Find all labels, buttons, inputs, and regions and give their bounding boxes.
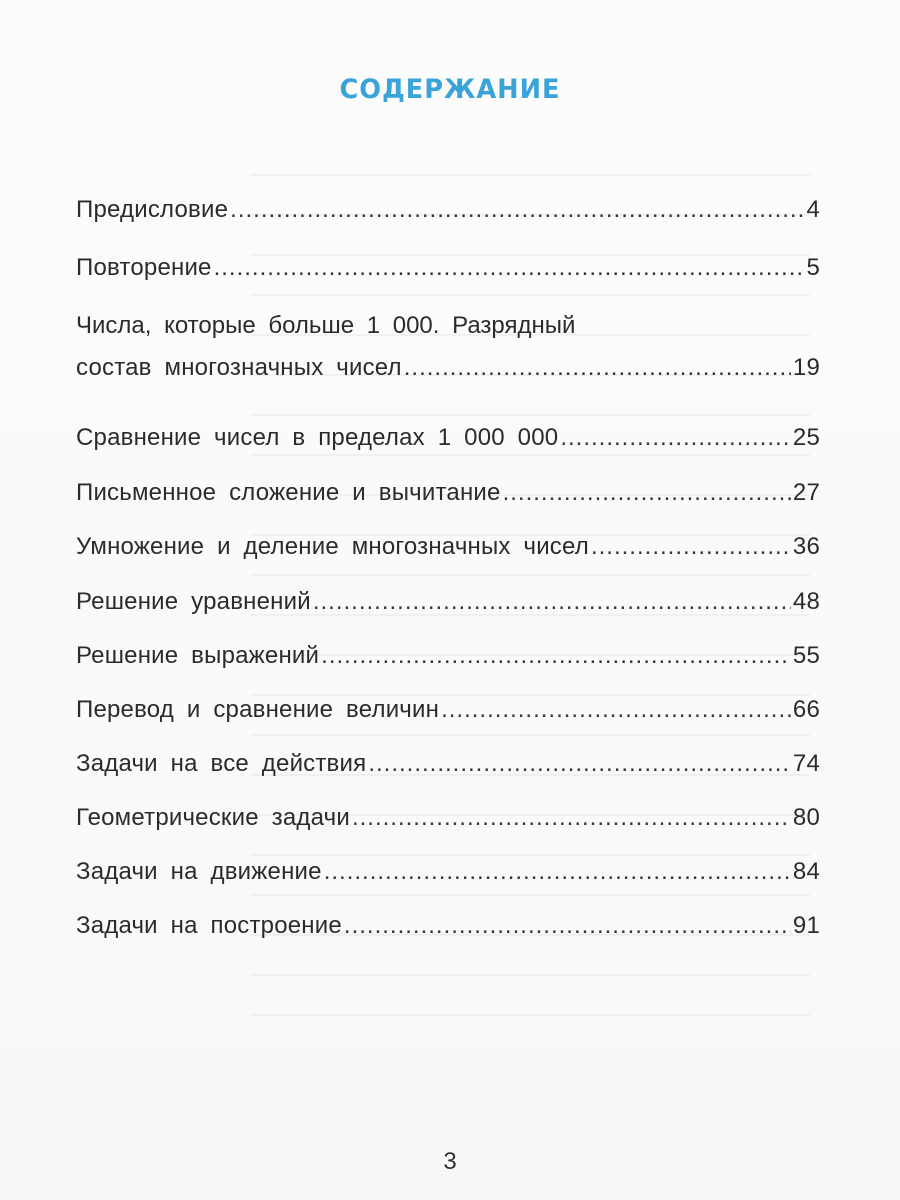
toc-entry-page: 36 — [792, 533, 820, 560]
toc-entry-quantities[interactable] — [76, 696, 820, 724]
toc-entry-page: 5 — [806, 254, 820, 281]
dot-leader — [591, 533, 791, 561]
toc-entry-page: 80 — [792, 804, 820, 831]
dot-leader — [324, 858, 791, 886]
toc-entry-label: Повторение — [76, 254, 212, 281]
toc-entry-comparison[interactable] — [76, 424, 820, 452]
dot-leader — [230, 196, 804, 224]
toc-entry-page: 66 — [792, 696, 820, 723]
toc-entry-page: 19 — [792, 354, 820, 381]
toc-entry-construction[interactable] — [76, 912, 820, 940]
toc-entry-written-addition[interactable] — [76, 479, 820, 507]
toc-entry-label: Письменное сложение и вычитание — [76, 479, 501, 506]
page-number: 3 — [443, 1148, 457, 1175]
toc-entry-page: 84 — [792, 858, 820, 885]
page-title: СОДЕРЖАНИЕ — [339, 74, 561, 105]
toc-entry-label: Задачи на построение — [76, 912, 342, 939]
dot-leader — [344, 912, 791, 940]
toc-entry-label: Решение уравнений — [76, 588, 311, 615]
toc-entry-page: 91 — [792, 912, 820, 939]
dot-leader — [352, 804, 791, 832]
dot-leader — [503, 479, 791, 507]
dot-leader — [368, 750, 791, 778]
toc-entry-page: 25 — [792, 424, 820, 451]
toc-entry-all-operations[interactable] — [76, 750, 820, 778]
toc-entry-expressions[interactable] — [76, 642, 820, 670]
toc-entry-label: Задачи на все действия — [76, 750, 367, 777]
toc-entry-equations[interactable] — [76, 588, 820, 616]
dot-leader — [404, 354, 791, 382]
toc-entry-page: 48 — [792, 588, 820, 615]
toc-entry-page: 74 — [792, 750, 820, 777]
toc-entry-label: Перевод и сравнение величин — [76, 696, 440, 723]
toc-entry-label: Задачи на движение — [76, 858, 322, 885]
toc-entry-label: Предисловие — [76, 196, 229, 223]
toc-entry-label: Умножение и деление многозначных чисел — [76, 533, 589, 560]
toc-entry-page: 4 — [806, 196, 820, 223]
dot-leader — [321, 642, 791, 670]
dot-leader — [214, 254, 805, 282]
toc-entry-motion[interactable] — [76, 858, 820, 886]
toc-entry-label: Решение выражений — [76, 642, 320, 669]
dot-leader — [313, 588, 791, 616]
toc-entry-multiplication[interactable] — [76, 533, 820, 561]
toc-entry-large-numbers[interactable] — [76, 312, 820, 382]
dot-leader — [441, 696, 791, 724]
dot-leader — [560, 424, 791, 452]
toc-entry-line2 — [76, 354, 820, 382]
toc-entry-label: Сравнение чисел в пределах 1 000 000 — [76, 424, 559, 451]
toc-entry-page: 27 — [792, 479, 820, 506]
toc-entry-label-line1: Числа, которые больше 1 000. Разрядный — [76, 312, 576, 339]
toc-entry-label: Геометрические задачи — [76, 804, 350, 831]
toc-entry-label: состав многозначных чисел — [76, 354, 402, 381]
toc-entry-geometry[interactable] — [76, 804, 820, 832]
toc-entry-review[interactable] — [76, 254, 820, 282]
toc-entry-preface[interactable] — [76, 196, 820, 224]
toc-entry-page: 55 — [792, 642, 820, 669]
